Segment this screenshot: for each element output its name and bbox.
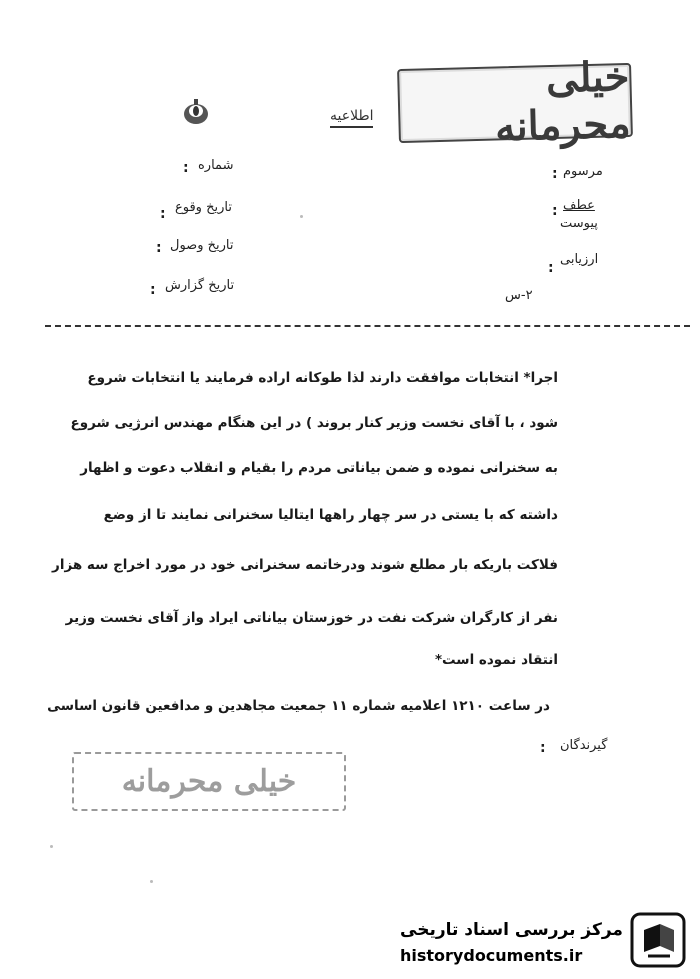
field-peyvast-label: پیوست [560, 216, 598, 231]
speck [150, 880, 153, 883]
field-marsoom-label: مرسوم [563, 164, 603, 179]
confidential-stamp-bottom [72, 752, 346, 811]
body-line-4: داشته که با یستی در سر چهار راهها ایتالیا سخنرانی نمایند تا از وضع [103, 507, 558, 523]
body-line-8: در ساعت ۱۲۱۰ اعلامیه شماره ۱۱ جمعیت مجاهدین و مدافعین قانون اساسی [47, 698, 550, 714]
field-shomare-colon: : [183, 160, 189, 176]
field-girandegan-colon: : [540, 740, 546, 756]
stamp-top-text: خیلی محرمانه [494, 53, 632, 151]
speck [50, 845, 53, 848]
header-label: اطلاعیه [330, 108, 373, 128]
field-tarikh-gozaresh-label: تاریخ گزارش [165, 278, 235, 293]
field-atf-label: عطف [563, 198, 595, 213]
field-arzyabi-colon: : [548, 260, 554, 276]
confidential-stamp-top [397, 53, 633, 151]
body-line-2: شود ، با آقای نخست وزیر کنار بروند ) در این هنگام مهندس انرژیی شروع [70, 415, 558, 431]
field-tarikh-vosoul-colon: : [156, 240, 162, 256]
field-tarikh-voroud-colon: : [160, 206, 166, 222]
field-marsoom-colon: : [552, 166, 558, 182]
archive-logo-icon [630, 912, 686, 968]
field-shomare-label: شماره [198, 158, 234, 173]
body-line-6: نفر از کارگران شرکت نفت در خوزستان بیاناتی ایراد واز آقای نخست وزیر [65, 610, 558, 626]
body-line-5: فلاکت باریکه بار مطلع شوند ودرخاتمه سخنرانی خود در مورد اخراج سه هزار [52, 557, 558, 573]
field-atf-colon: : [552, 203, 558, 219]
field-tarikh-vosoul-label: تاریخ وصول [170, 238, 234, 253]
body-line-1: اجرا* انتخابات موافقت دارند لذا طوکانه اراده فرمایند یا انتخابات شروع [87, 370, 558, 386]
field-arzyabi-label: ارزیابی [560, 252, 599, 267]
body-line-3: به سخنرانی نموده و ضمن بیاناتی مردم را بقیام و انقلاب دعوت و اظهار [80, 460, 558, 476]
field-tarikh-gozaresh-colon: : [150, 282, 156, 298]
field-girandegan-label: گیرندگان [560, 738, 608, 753]
field-arzyabi-value: ۲-س [505, 288, 533, 303]
section-divider [45, 325, 690, 327]
body-line-7: انتقاد نموده است* [434, 652, 558, 668]
watermark-en: historydocuments.ir [400, 946, 583, 965]
watermark-fa: مرکز بررسی اسناد تاریخی [400, 920, 623, 940]
field-tarikh-voroud-label: تاریخ وقوع [175, 200, 232, 215]
speck [300, 215, 303, 218]
stamp-bottom-text: خیلی محرمانه [121, 764, 297, 799]
emblem-icon [180, 97, 212, 127]
